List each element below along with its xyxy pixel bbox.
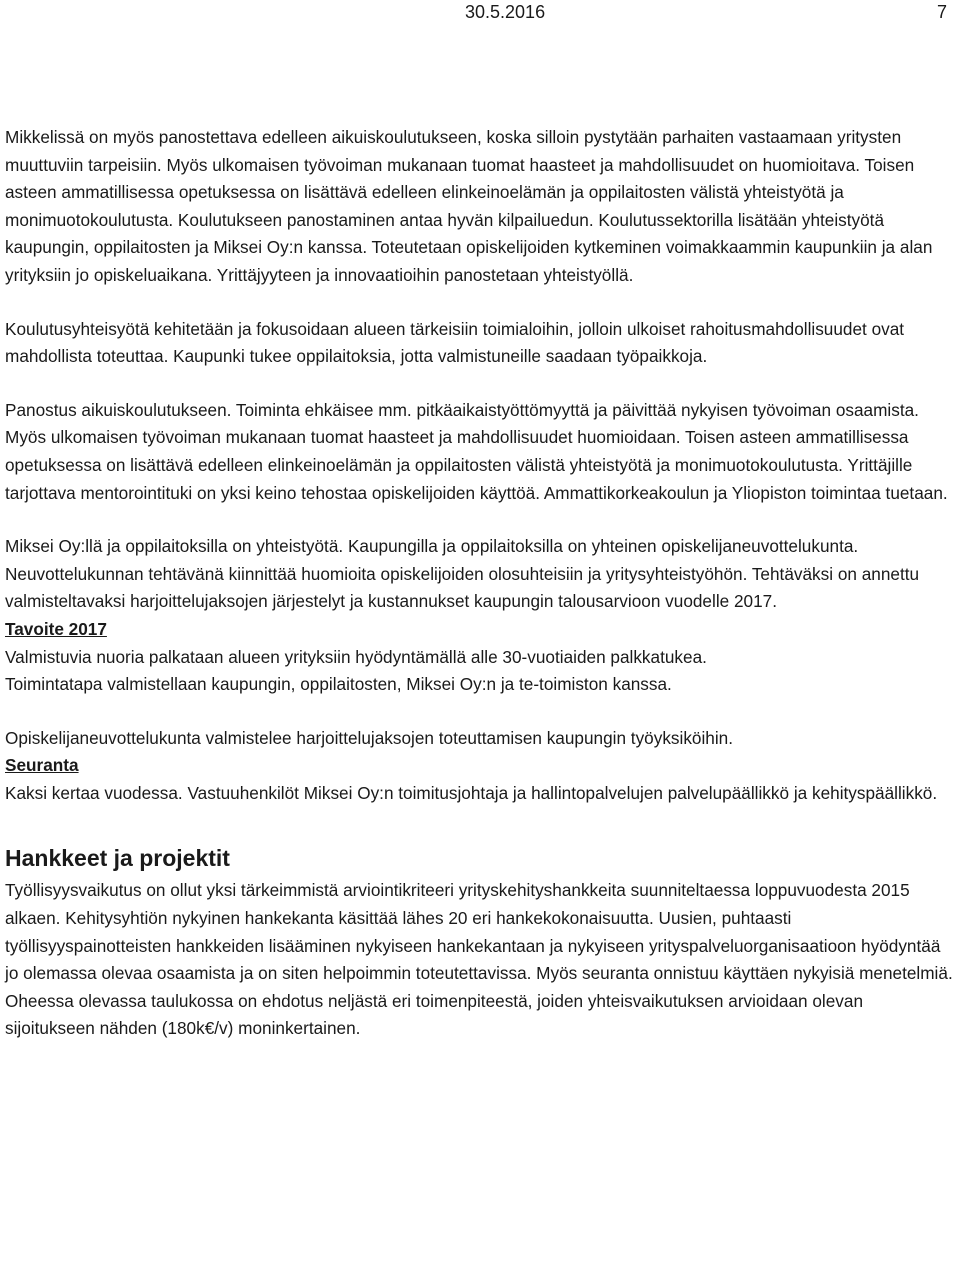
hankkeet-text: Työllisyysvaikutus on ollut yksi tärkeimmistä arviointikriteeri yrityskehityshankkeita suunniteltaessa loppuvuodesta 2015 alkaen. Kehitysyhtiön nykyinen hankekanta käsittää lähes 20 eri hankekokonaisuutta. Uusien, puhtaasti työllisyyspainotteisten hankkeiden lisääminen nykyiseen hankekantaan ja nykyiseen yrityspalveluorganisaatioon hyödyntää jo olemassa olevaa osaamista ja on siten helpoimmin toteutettavissa. Myös seuranta onnistuu käyttäen nykyisiä menetelmiä. Oheessa olevassa taulukossa on ehdotus neljästä eri toimenpiteestä, joiden yhteisvaikutuksen arvioidaan olevan sijoitukseen nähden (180k€/v) moninkertainen. [5, 880, 953, 1039]
paragraph-education-investment: Mikkelissä on myös panostettava edelleen aikuiskoulutukseen, koska silloin pystytään parhaiten vastaamaan yritysten muuttuviin tarpeisiin. Myös ulkomaisen työvoiman mukanaan tuomat haasteet ja mahdollisuudet on huomioitava. Toisen asteen ammatillisessa opetuksessa on lisättävä edelleen elinkeinoelämän ja oppilaitosten välistä yhteistyötä ja monimuotokoulutusta. Koulutukseen panostaminen antaa hyvän kilpailuedun. Koulutussektorilla lisätään yhteistyötä kaupungin, oppilaitosten ja Miksei Oy:n kanssa. Toteutetaan opiskelijoiden kytkeminen voimakkaammin kaupunkiin ja alan yrityksiin jo opiskeluaikana. Yrittäjyyteen ja innovaatioihin panostetaan yhteistyöllä. [5, 127, 933, 285]
tavoite-heading: Tavoite 2017 [5, 618, 107, 639]
tavoite-line-1: Valmistuvia nuoria palkataan alueen yrityksiin hyödyntämällä alle 30-vuotiaiden palkkatukea. [5, 646, 707, 667]
document-body [5, 124, 957, 1043]
header-date: 30.5.2016 [465, 2, 546, 22]
seuranta-text: Kaksi kertaa vuodessa. Vastuuhenkilöt Miksei Oy:n toimitusjohtaja ja hallintopalvelujen palvelupäällikkö ja kehityspäällikkö. [5, 782, 938, 803]
page-number: 7 [937, 2, 948, 22]
paragraph-adult-education: Panostus aikuiskoulutukseen. Toiminta ehkäisee mm. pitkäaikaistyöttömyyttä ja päivittää nykyisen työvoiman osaamista. Myös ulkomaisen työvoiman mukanaan tuomat haasteet ja mahdollisuudet huomioidaan. Toisen asteen ammatillisessa opetuksessa on lisättävä edelleen elinkeinoelämän ja oppilaitosten välistä yhteistyötä ja monimuotokoulutusta. Yrittäjille tarjottava mentorointituki on yksi keino tehostaa opiskelijoiden käyttöä. Ammattikorkeakoulun ja Yliopiston toimintaa tuetaan. [5, 399, 948, 503]
paragraph-student-council: Miksei Oy:llä ja oppilaitoksilla on yhteistyötä. Kaupungilla ja oppilaitoksilla on yhteinen opiskelijaneuvottelukunta. Neuvottelukunnan tehtävänä kiinnittää huomioita opiskelijoiden olosuhteisiin ja yritysyhteistyöhön. Tehtäväksi on annettu valmisteltavaksi harjoittelujaksojen järjestelyt ja kustannukset kaupungin talousarvioon vuodelle 2017. [5, 536, 920, 612]
tavoite-line-2: Toimintatapa valmistellaan kaupungin, oppilaitosten, Miksei Oy:n ja te-toimiston kanssa. [5, 674, 672, 695]
seuranta-heading: Seuranta [5, 755, 79, 776]
paragraph-education-cooperation: Koulutusyhteisyötä kehitetään ja fokusoidaan alueen tärkeisiin toimialoihin, jolloin ulkoiset rahoitusmahdollisuudet ovat mahdollista toteuttaa. Kaupunki tukee oppilaitoksia, jotta valmistuneille saadaan työpaikkoja. [5, 318, 905, 367]
page-header [0, 0, 960, 24]
tavoite-line-3: Opiskelijaneuvottelukunta valmistelee harjoittelujaksojen toteuttamisen kaupungin työyksiköihin. [5, 727, 734, 748]
section-title-hankkeet: Hankkeet ja projektit [5, 845, 230, 872]
